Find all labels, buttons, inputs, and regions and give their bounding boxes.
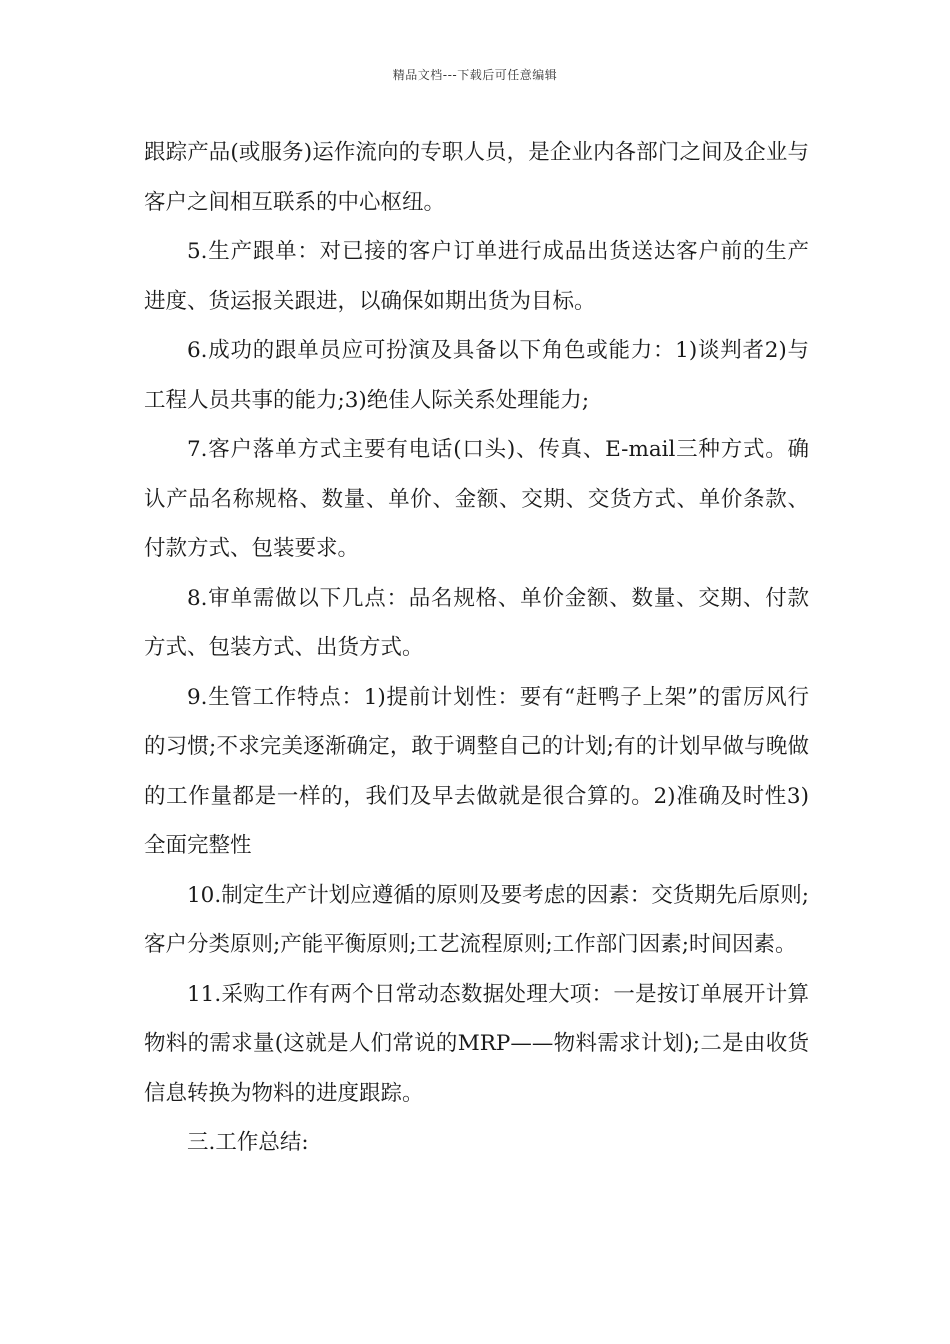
paragraph-item-11: 11.采购工作有两个日常动态数据处理大项：一是按订单展开计算物料的需求量(这就是人们常说的MRP——物料需求计划);二是由收货信息转换为物料的进度跟踪。	[144, 981, 809, 1106]
paragraph-item-5: 5.生产跟单：对已接的客户订单进行成品出货送达客户前的生产进度、货运报关跟进，以确保如期出货为目标。	[144, 239, 809, 314]
paragraph-item-9: 9.生管工作特点：1)提前计划性：要有“赶鸭子上架”的雷厉风行的习惯;不求完美逐渐确定，敢于调整自己的计划;有的计划早做与晚做的工作量都是一样的，我们及早去做就是很合算的。2)准确及时性3)全面完整性	[144, 684, 809, 858]
page-header: 精品文档---下载后可任意编辑	[392, 68, 558, 82]
paragraph-item-8: 8.审单需做以下几点：品名规格、单价金额、数量、交期、付款方式、包装方式、出货方式。	[144, 585, 809, 660]
paragraph-continuation: 跟踪产品(或服务)运作流向的专职人员，是企业内各部门之间及企业与客户之间相互联系的中心枢纽。	[144, 140, 809, 215]
section-heading-work-summary: 三.工作总结:	[187, 1130, 309, 1155]
paragraph-item-7: 7.客户落单方式主要有电话(口头)、传真、E-mail三种方式。确认产品名称规格、数量、单价、金额、交期、交货方式、单价条款、付款方式、包装要求。	[144, 437, 809, 561]
paragraph-item-10: 10.制定生产计划应遵循的原则及要考虑的因素：交货期先后原则;客户分类原则;产能平衡原则;工艺流程原则;工作部门因素;时间因素。	[144, 882, 809, 957]
paragraph-item-6: 6.成功的跟单员应可扮演及具备以下角色或能力：1)谈判者2)与工程人员共事的能力;3)绝佳人际关系处理能力;	[144, 338, 809, 413]
document-body	[144, 128, 809, 1168]
